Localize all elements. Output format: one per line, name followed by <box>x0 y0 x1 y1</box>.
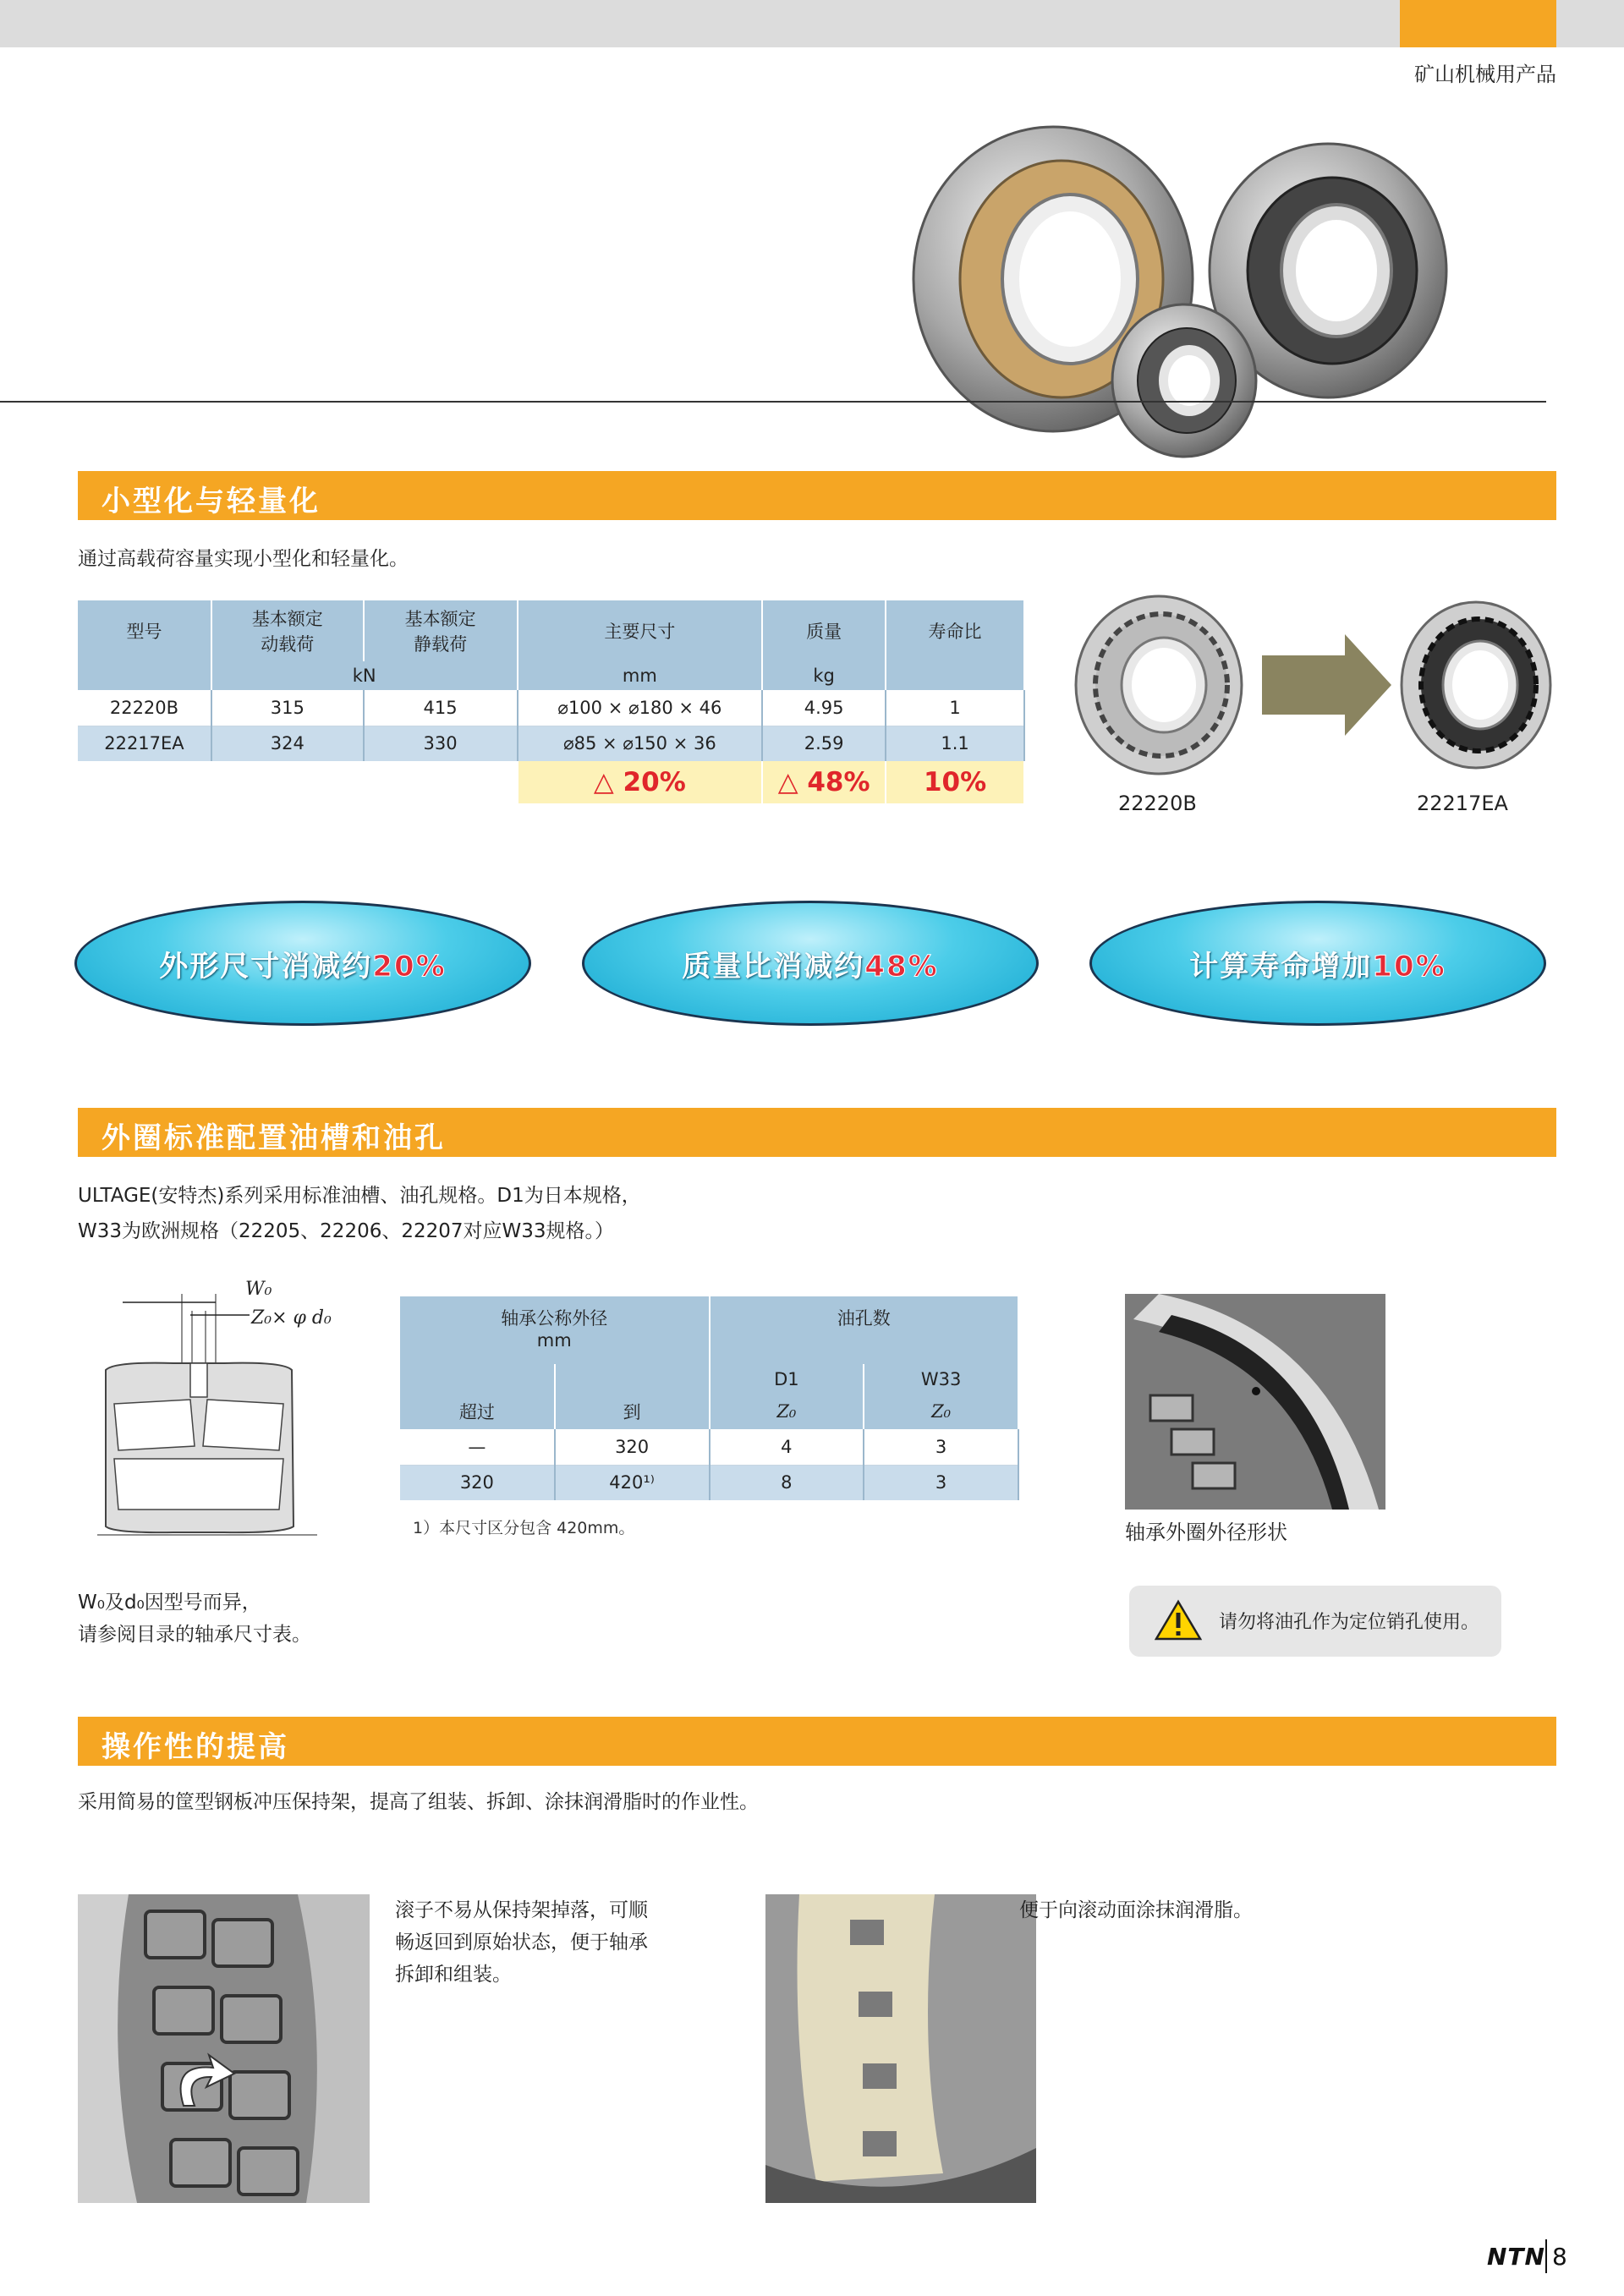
cell: 1 <box>886 690 1024 726</box>
roller-cage-photo <box>78 1894 370 2203</box>
col-header-z0: Z₀ <box>864 1394 1018 1429</box>
col-header-z0: Z₀ <box>710 1394 864 1429</box>
top-bar-accent <box>1400 0 1556 47</box>
cell: 320 <box>555 1429 710 1465</box>
cell: 4.95 <box>762 690 886 726</box>
diff-dimensions: △ 20% <box>518 761 763 803</box>
operability-right-text: 便于向滚动面涂抹润滑脂。 <box>1019 1899 1253 1921</box>
category-label: 矿山机械用产品 <box>1414 63 1556 86</box>
hero-bearings-image <box>905 114 1497 469</box>
hero-divider <box>0 401 1546 403</box>
oilholes-intro-line1: ULTAGE(安特杰)系列采用标准油槽、油孔规格。D1为日本规格， <box>78 1185 641 1207</box>
cell: 8 <box>710 1465 864 1500</box>
oval-text: 质量比消减约 <box>682 949 865 984</box>
caption-22217ea: 22217EA <box>1417 792 1508 815</box>
cell: 1.1 <box>886 726 1024 761</box>
col-header-dynamic-load: 基本额定 动载荷 <box>211 600 364 661</box>
miniaturization-intro: 通过高载荷容量实现小型化和轻量化。 <box>78 548 409 570</box>
grease-cage-photo <box>765 1894 1036 2203</box>
operability-left-text-2: 畅返回到原始状态，便于轴承 <box>395 1932 648 1954</box>
bearing-comparison-image <box>1074 584 1556 786</box>
operability-left-text-3: 拆卸和组装。 <box>395 1964 512 1986</box>
section-title: 外圈标准配置油槽和油孔 <box>102 1121 446 1155</box>
brand-logo: NTN <box>1487 2243 1545 2271</box>
outer-ring-photo <box>1125 1294 1385 1510</box>
warning-box <box>1129 1586 1501 1657</box>
operability-intro: 采用简易的筐型钢板冲压保持架，提高了组装、拆卸、涂抹润滑脂时的作业性。 <box>78 1791 759 1813</box>
col-header-dimensions: 主要尺寸 <box>518 600 763 661</box>
cell: 320 <box>400 1465 555 1500</box>
cell: — <box>400 1429 555 1465</box>
operability-left-text-1: 滚子不易从保持架掉落，可顺 <box>395 1899 648 1921</box>
section-title-bar <box>78 471 1556 520</box>
oil-hole-table <box>400 1296 1019 1500</box>
unit-mm: mm <box>518 661 763 690</box>
cell: 2.59 <box>762 726 886 761</box>
cell: 330 <box>364 726 518 761</box>
table-row <box>78 726 1024 761</box>
col-header-static-load: 基本额定 静载荷 <box>364 600 518 661</box>
arrow-icon <box>1262 634 1391 736</box>
warning-icon <box>1155 1599 1202 1641</box>
col-header-over: 超过 <box>400 1394 555 1429</box>
highlight-oval-dimensions <box>74 901 531 1026</box>
col-header-mass: 质量 <box>762 600 886 661</box>
highlight-oval-life <box>1089 901 1546 1026</box>
cell: ⌀100 × ⌀180 × 46 <box>518 690 763 726</box>
cell: 420¹⁾ <box>555 1465 710 1500</box>
oval-text: 外形尺寸消减约 <box>159 949 373 984</box>
table-row <box>78 690 1024 726</box>
section-title-bar <box>78 1108 1556 1157</box>
header-unit: mm <box>536 1330 572 1351</box>
footer-separator <box>1545 2239 1547 2273</box>
cell: 4 <box>710 1429 864 1465</box>
table-row <box>400 1465 1018 1500</box>
unit-cell <box>78 661 211 690</box>
col-header-d1: D1 <box>710 1364 864 1394</box>
table-row <box>400 1429 1018 1465</box>
cell: 22220B <box>78 690 211 726</box>
spec-comparison-table <box>78 600 1025 803</box>
highlight-oval-mass <box>582 901 1039 1026</box>
oilholes-intro-line2: W33为欧洲规格（22205、22206、22207对应W33规格。） <box>78 1220 615 1242</box>
diagram-label-z0: Z₀× φ d₀ <box>251 1307 332 1329</box>
cell: 315 <box>211 690 364 726</box>
oval-text: 计算寿命增加 <box>1189 949 1373 984</box>
unit-cell <box>886 661 1024 690</box>
difference-row <box>78 761 1024 803</box>
unit-kg: kg <box>762 661 886 690</box>
diagram-label-w0: W₀ <box>245 1279 272 1300</box>
table-footnote: 1）本尺寸区分包含 420mm。 <box>413 1519 635 1537</box>
warning-text: 请勿将油孔作为定位销孔使用。 <box>1219 1612 1480 1633</box>
oval-value: 20% <box>372 949 447 984</box>
col-header-life-ratio: 寿命比 <box>886 600 1024 661</box>
caption-22220b: 22220B <box>1118 792 1197 815</box>
top-bar <box>0 0 1624 47</box>
col-header-oil-holes: 油孔数 <box>710 1296 1019 1364</box>
oval-value: 48% <box>864 949 939 984</box>
left-note-line1: W₀及d₀因型号而异， <box>78 1592 261 1614</box>
page-number: 8 <box>1552 2243 1567 2271</box>
section-title: 小型化与轻量化 <box>102 485 321 518</box>
diff-life: 10% <box>886 761 1024 803</box>
unit-kn: kN <box>211 661 518 690</box>
header-text: 轴承公称外径 <box>501 1308 608 1329</box>
cell: 3 <box>864 1465 1018 1500</box>
photo-caption: 轴承外圈外径形状 <box>1125 1521 1287 1544</box>
left-note-line2: 请参阅目录的轴承尺寸表。 <box>78 1624 311 1646</box>
oval-value: 10% <box>1372 949 1446 984</box>
cell: 415 <box>364 690 518 726</box>
cell: 324 <box>211 726 364 761</box>
col-header-model: 型号 <box>78 600 211 661</box>
col-header-w33: W33 <box>864 1364 1018 1394</box>
section-title: 操作性的提高 <box>102 1730 289 1764</box>
section-title-bar <box>78 1717 1556 1766</box>
diff-mass: △ 48% <box>762 761 886 803</box>
col-header-to: 到 <box>555 1394 710 1429</box>
cell: 3 <box>864 1429 1018 1465</box>
cell: ⌀85 × ⌀150 × 36 <box>518 726 763 761</box>
cell: 22217EA <box>78 726 211 761</box>
col-header-diameter <box>400 1296 710 1364</box>
